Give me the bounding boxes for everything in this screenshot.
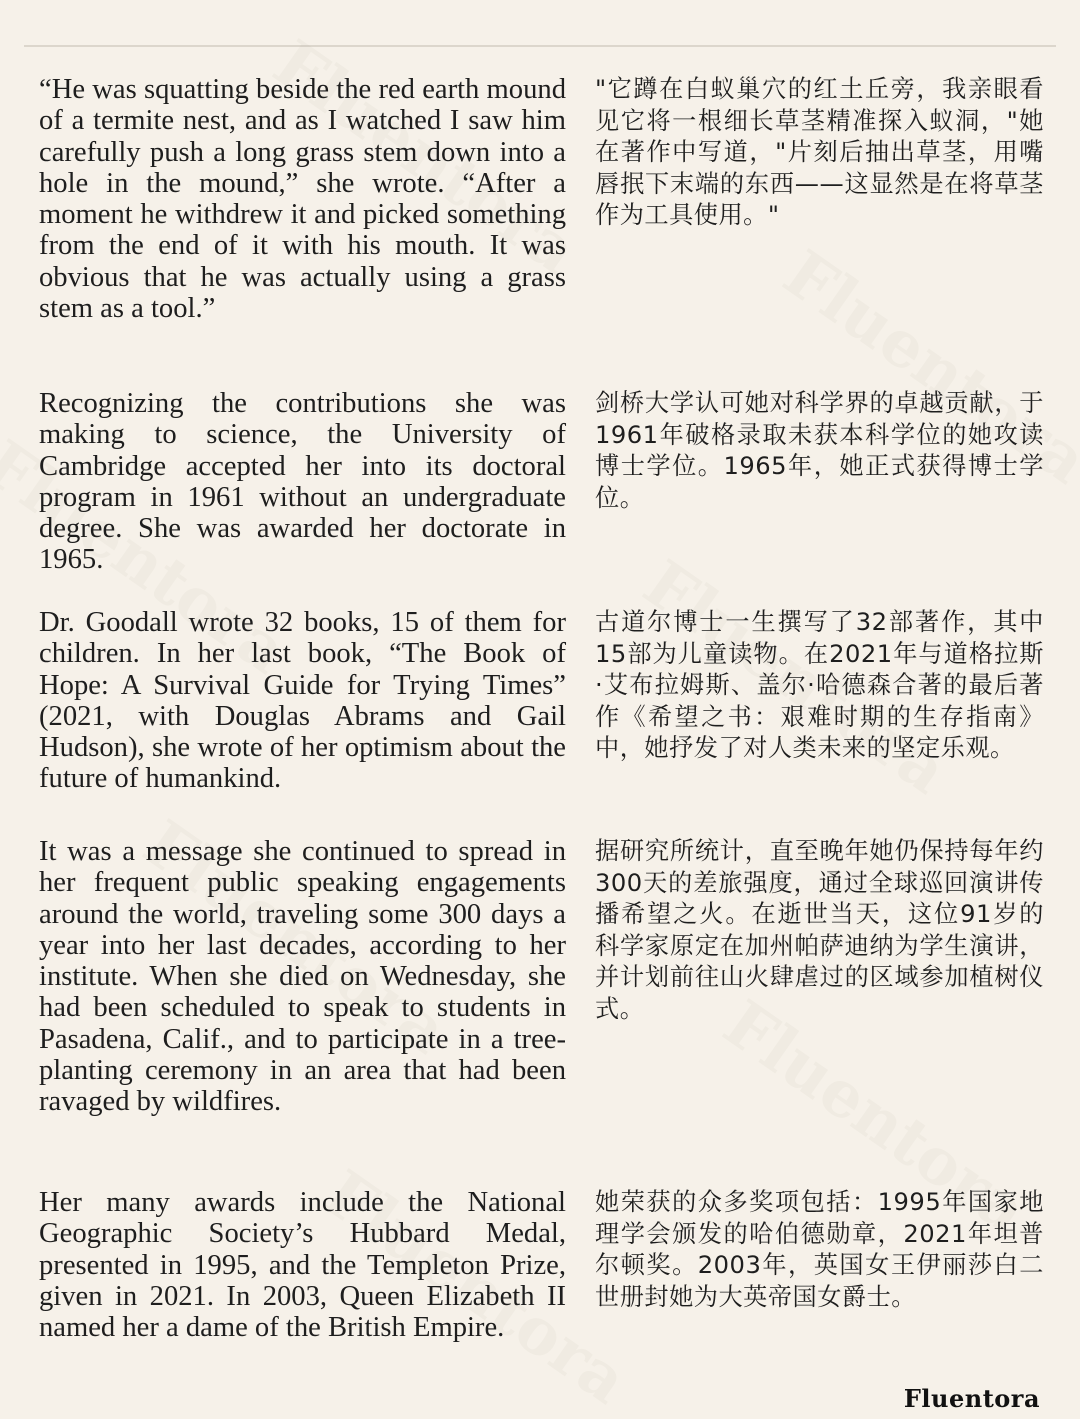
english-paragraph: It was a message she continued to spread in her frequent public speaking engagements around the world, traveling some 300 days a year into her last decades, according to her institute. When she died on Wednesday, she had been scheduled to speak to students in Pasadena, Calif., and to participate in a tree-planting ceremony in an area that had been ravaged by wildfires.	[39, 836, 566, 1118]
english-paragraph: Recognizing the contributions she was making to science, the University of Cambridge accepted her into its doctoral program in 1961 without an undergraduate degree. She was awarded her doctorate in 1965.	[39, 388, 566, 576]
chinese-paragraph: 据研究所统计，直至晚年她仍保持每年约300天的差旅强度，通过全球巡回演讲传播希望之火。在逝世当天，这位91岁的科学家原定在加州帕萨迪纳为学生演讲，并计划前往山火肆虐过的区域参加植树仪式。	[595, 837, 1044, 1023]
chinese-paragraph: 古道尔博士一生撰写了32部著作，其中15部为儿童读物。在2021年与道格拉斯·艾布拉姆斯、盖尔·哈德森合著的最后著作《希望之书：艰难时期的生存指南》中，她抒发了对人类未来的坚定乐观。	[595, 608, 1044, 762]
english-paragraph: “He was squatting beside the red earth mound of a termite nest, and as I watched I saw him carefully push a long grass stem down into a hole in the mound,” she wrote. “After a moment he withdrew it and picked something from the end of it with his mouth. It was obvious that he was actually using a grass stem as a tool.”	[39, 74, 566, 325]
chinese-paragraph: "它蹲在白蚁巢穴的红土丘旁，我亲眼看见它将一根细长草茎精准探入蚁洞，"她在著作中写道，"片刻后抽出草茎，用嘴唇抿下末端的东西——这显然是在将草茎作为工具使用。"	[595, 75, 1044, 229]
top-divider	[24, 45, 1056, 47]
brand-logo: Fluentora	[903, 1384, 1040, 1413]
chinese-paragraph: 剑桥大学认可她对科学界的卓越贡献，于1961年破格录取未获本科学位的她攻读博士学位。1965年，她正式获得博士学位。	[595, 389, 1044, 512]
english-paragraph: Her many awards include the National Geographic Society’s Hubbard Medal, presented in 1995, and the Templeton Prize, given in 2021. In 2003, Queen Elizabeth II named her a dame of the British Empire.	[39, 1187, 566, 1344]
english-paragraph: Dr. Goodall wrote 32 books, 15 of them for children. In her last book, “The Book of Hope: A Survival Guide for Trying Times” (2021, with Douglas Abrams and Gail Hudson), she wrote of her optimism about the future of humankind.	[39, 607, 566, 795]
chinese-paragraph: 她荣获的众多奖项包括：1995年国家地理学会颁发的哈伯德勋章，2021年坦普尔顿奖。2003年，英国女王伊丽莎白二世册封她为大英帝国女爵士。	[595, 1188, 1044, 1311]
